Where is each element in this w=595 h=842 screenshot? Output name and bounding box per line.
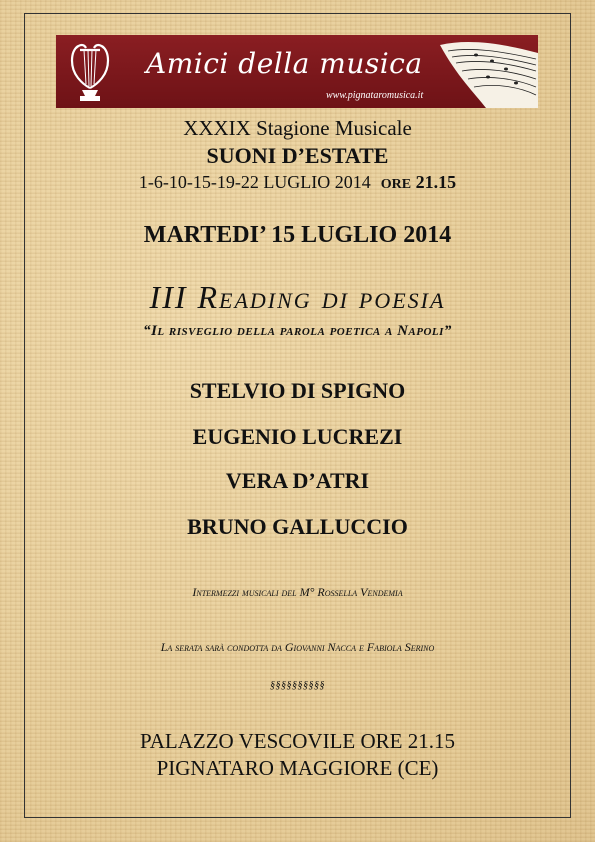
lyre-icon bbox=[66, 38, 114, 104]
dates-text: 1-6-10-15-19-22 LUGLIO 2014 bbox=[138, 172, 371, 192]
host-note: La serata sarà condotta da Giovanni Nacca e Fabiola Serino bbox=[160, 640, 435, 654]
season-title: XXXIX Stagione Musicale bbox=[183, 116, 412, 140]
header-banner bbox=[56, 35, 538, 108]
brand-title: Amici della musica bbox=[146, 47, 423, 80]
music-sheet-icon bbox=[426, 35, 538, 108]
poet-name: STELVIO DI SPIGNO bbox=[189, 378, 406, 403]
separator: §§§§§§§§§§ bbox=[270, 680, 325, 691]
event-subtitle: “Il risveglio della parola poetica a Napoli” bbox=[143, 323, 452, 339]
festival-dates bbox=[0, 172, 595, 193]
ore-time: 21.15 bbox=[415, 172, 457, 192]
ore-label: ORE bbox=[380, 177, 412, 192]
poet-name: VERA D’ATRI bbox=[225, 468, 370, 493]
intermezzi-note: Intermezzi musicali del M° Rossella Vendemia bbox=[192, 585, 403, 599]
event-title: III Reading di poesia bbox=[149, 279, 446, 315]
poet-name: EUGENIO LUCREZI bbox=[192, 424, 403, 449]
event-date: MARTEDI’ 15 LUGLIO 2014 bbox=[143, 222, 452, 248]
festival-title: SUONI D’ESTATE bbox=[206, 143, 389, 168]
poet-name: BRUNO GALLUCCIO bbox=[187, 514, 408, 539]
venue-city: PIGNATARO MAGGIORE (CE) bbox=[156, 756, 439, 780]
brand-url: www.pignataromusica.it bbox=[326, 90, 424, 101]
venue-line: PALAZZO VESCOVILE ORE 21.15 bbox=[139, 729, 455, 753]
